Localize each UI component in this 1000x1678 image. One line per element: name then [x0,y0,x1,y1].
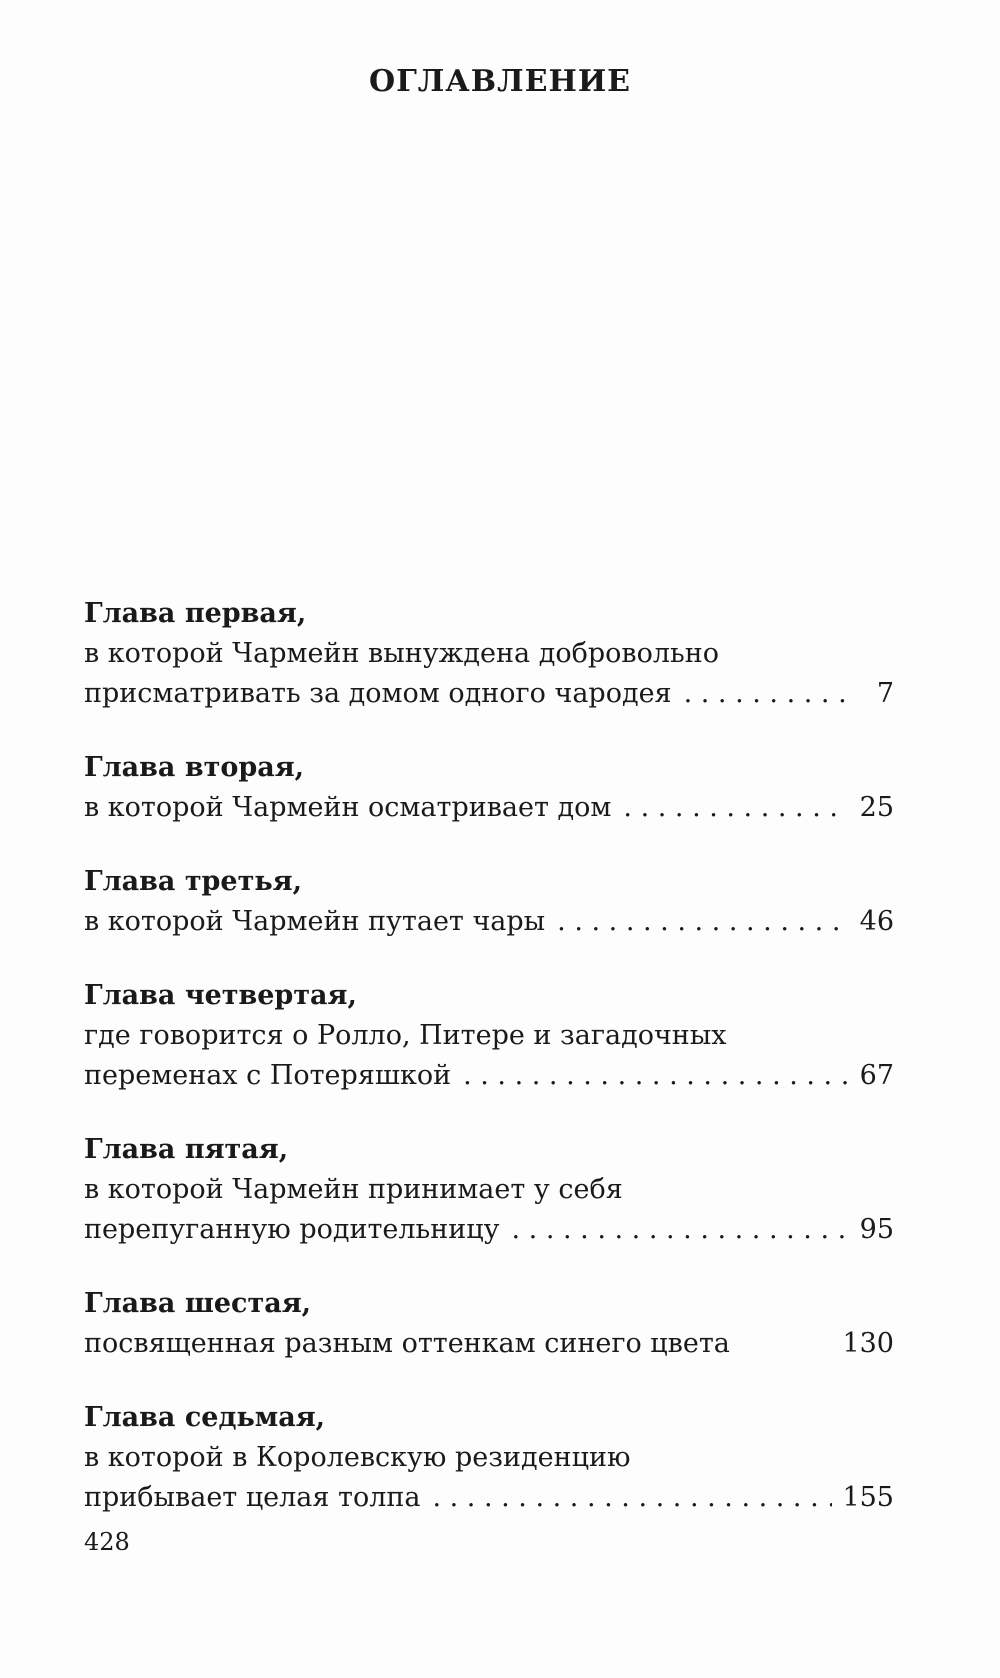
chapter-description-line: в которой Чармейн принимает у себя [84,1174,623,1205]
toc-entry-6 [84,1284,894,1364]
chapter-description-last-line [84,902,894,942]
chapter-description-line: где говорится о Ролло, Питере и загадочных [84,1020,727,1051]
chapter-description-text: перепуганную родительницу [84,1214,500,1245]
chapter-heading: Глава пятая, [84,1134,289,1165]
chapter-description-last-line [84,1478,894,1518]
dot-leader [463,1056,848,1096]
toc-entry-7 [84,1398,894,1518]
chapter-heading: Глава вторая, [84,752,305,783]
chapter-description-last-line [84,1056,894,1096]
page-number: 25 [859,792,894,823]
chapter-description-last-line [84,1210,894,1250]
chapter-description-text: посвященная разным оттенкам синего цвета [84,1328,730,1359]
page-number: 46 [859,906,894,937]
chapter-description-last-line [84,674,894,714]
dot-leader [557,902,848,942]
chapter-description-text: переменах с Потеряшкой [84,1060,452,1091]
chapter-description-text: прибывает целая толпа [84,1482,421,1513]
dot-leader [432,1478,832,1518]
page-number: 95 [859,1214,894,1245]
dot-leader [512,1210,849,1250]
page-number: 7 [876,678,894,709]
toc-entry-3 [84,862,894,942]
table-of-contents [84,594,894,1552]
page-number: 67 [859,1060,894,1091]
toc-entry-4 [84,976,894,1096]
chapter-heading: Глава первая, [84,598,307,629]
page-title: ОГЛАВЛЕНИЕ [368,64,632,99]
toc-entry-2 [84,748,894,828]
chapter-heading: Глава седьмая, [84,1402,326,1433]
chapter-heading: Глава шестая, [84,1288,312,1319]
dot-leader [684,674,848,714]
chapter-heading: Глава четвертая, [84,980,357,1011]
chapter-description-line: в которой в Королевскую резиденцию [84,1442,631,1473]
page-folio-number: 428 [84,1528,130,1556]
chapter-description-last-line [84,1324,894,1364]
chapter-description-text: в которой Чармейн путает чары [84,906,546,937]
toc-entry-5 [84,1130,894,1250]
dot-leader [623,788,848,828]
chapter-description-last-line [84,788,894,828]
toc-entry-1 [84,594,894,714]
page-number: 130 [842,1328,894,1359]
chapter-description-line: в которой Чармейн вынуждена добровольно [84,638,719,669]
page-number: 155 [842,1482,894,1513]
chapter-heading: Глава третья, [84,866,303,897]
chapter-description-text: присматривать за домом одного чародея [84,678,672,709]
chapter-description-text: в которой Чармейн осматривает дом [84,792,612,823]
